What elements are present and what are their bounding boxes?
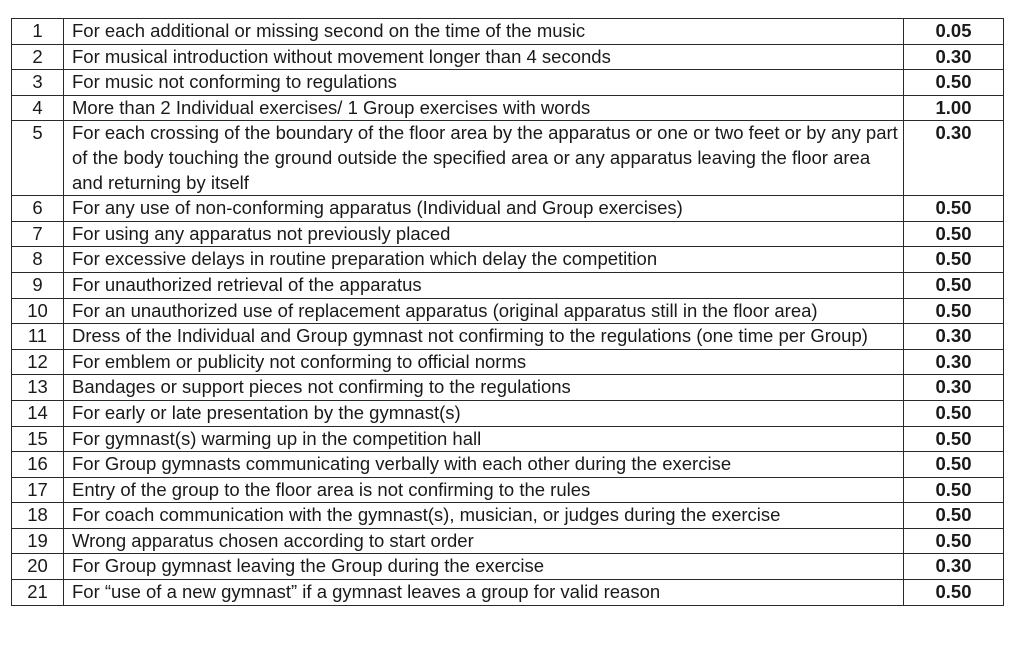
penalty-table-container bbox=[11, 18, 1003, 606]
table-row bbox=[12, 477, 1004, 503]
row-number: 17 bbox=[12, 477, 64, 503]
penalty-description: For each additional or missing second on the time of the music bbox=[64, 19, 904, 45]
table-row bbox=[12, 324, 1004, 350]
penalty-value: 0.50 bbox=[904, 221, 1004, 247]
table-row bbox=[12, 580, 1004, 606]
table-row bbox=[12, 95, 1004, 121]
penalty-table bbox=[11, 18, 1004, 606]
row-number: 1 bbox=[12, 19, 64, 45]
penalty-value: 0.50 bbox=[904, 477, 1004, 503]
row-number: 6 bbox=[12, 196, 64, 222]
penalty-value: 0.50 bbox=[904, 272, 1004, 298]
row-number: 11 bbox=[12, 324, 64, 350]
penalty-value: 0.05 bbox=[904, 19, 1004, 45]
penalty-value: 1.00 bbox=[904, 95, 1004, 121]
table-row bbox=[12, 452, 1004, 478]
penalty-value: 0.30 bbox=[904, 375, 1004, 401]
penalty-description: For Group gymnasts communicating verbally with each other during the exercise bbox=[64, 452, 904, 478]
table-row bbox=[12, 272, 1004, 298]
row-number: 13 bbox=[12, 375, 64, 401]
penalty-table-body bbox=[12, 19, 1004, 606]
row-number: 14 bbox=[12, 400, 64, 426]
table-row bbox=[12, 19, 1004, 45]
penalty-description: For “use of a new gymnast” if a gymnast leaves a group for valid reason bbox=[64, 580, 904, 606]
table-row bbox=[12, 503, 1004, 529]
table-row bbox=[12, 44, 1004, 70]
row-number: 16 bbox=[12, 452, 64, 478]
table-row bbox=[12, 121, 1004, 196]
row-number: 19 bbox=[12, 528, 64, 554]
penalty-value: 0.50 bbox=[904, 298, 1004, 324]
penalty-value: 0.30 bbox=[904, 121, 1004, 196]
table-row bbox=[12, 349, 1004, 375]
penalty-description: For using any apparatus not previously placed bbox=[64, 221, 904, 247]
row-number: 12 bbox=[12, 349, 64, 375]
penalty-description: For excessive delays in routine preparation which delay the competition bbox=[64, 247, 904, 273]
table-row bbox=[12, 400, 1004, 426]
penalty-description: For music not conforming to regulations bbox=[64, 70, 904, 96]
table-row bbox=[12, 554, 1004, 580]
penalty-value: 0.50 bbox=[904, 528, 1004, 554]
penalty-value: 0.50 bbox=[904, 196, 1004, 222]
penalty-description: For coach communication with the gymnast(s), musician, or judges during the exercise bbox=[64, 503, 904, 529]
row-number: 18 bbox=[12, 503, 64, 529]
row-number: 3 bbox=[12, 70, 64, 96]
penalty-description: Wrong apparatus chosen according to start order bbox=[64, 528, 904, 554]
penalty-value: 0.50 bbox=[904, 426, 1004, 452]
row-number: 2 bbox=[12, 44, 64, 70]
penalty-value: 0.50 bbox=[904, 247, 1004, 273]
penalty-description: For each crossing of the boundary of the floor area by the apparatus or one or two feet or by any part of the body touching the ground outside the specified area or any apparatus leaving the floor area and returning by itself bbox=[64, 121, 904, 196]
penalty-value: 0.50 bbox=[904, 400, 1004, 426]
penalty-value: 0.50 bbox=[904, 503, 1004, 529]
row-number: 21 bbox=[12, 580, 64, 606]
penalty-description: Bandages or support pieces not confirming to the regulations bbox=[64, 375, 904, 401]
penalty-value: 0.30 bbox=[904, 324, 1004, 350]
row-number: 9 bbox=[12, 272, 64, 298]
penalty-value: 0.50 bbox=[904, 580, 1004, 606]
penalty-description: Entry of the group to the floor area is not confirming to the rules bbox=[64, 477, 904, 503]
penalty-description: For unauthorized retrieval of the apparatus bbox=[64, 272, 904, 298]
table-row bbox=[12, 221, 1004, 247]
table-row bbox=[12, 298, 1004, 324]
table-row bbox=[12, 426, 1004, 452]
table-row bbox=[12, 247, 1004, 273]
penalty-value: 0.50 bbox=[904, 452, 1004, 478]
table-row bbox=[12, 70, 1004, 96]
penalty-description: More than 2 Individual exercises/ 1 Group exercises with words bbox=[64, 95, 904, 121]
row-number: 8 bbox=[12, 247, 64, 273]
penalty-value: 0.30 bbox=[904, 554, 1004, 580]
penalty-description: For gymnast(s) warming up in the competition hall bbox=[64, 426, 904, 452]
penalty-description: For musical introduction without movement longer than 4 seconds bbox=[64, 44, 904, 70]
table-row bbox=[12, 375, 1004, 401]
row-number: 5 bbox=[12, 121, 64, 196]
row-number: 4 bbox=[12, 95, 64, 121]
table-row bbox=[12, 196, 1004, 222]
row-number: 15 bbox=[12, 426, 64, 452]
row-number: 20 bbox=[12, 554, 64, 580]
penalty-value: 0.30 bbox=[904, 44, 1004, 70]
penalty-description: For any use of non-conforming apparatus (Individual and Group exercises) bbox=[64, 196, 904, 222]
penalty-value: 0.50 bbox=[904, 70, 1004, 96]
penalty-description: For Group gymnast leaving the Group during the exercise bbox=[64, 554, 904, 580]
table-row bbox=[12, 528, 1004, 554]
penalty-description: Dress of the Individual and Group gymnast not confirming to the regulations (one time per Group) bbox=[64, 324, 904, 350]
penalty-value: 0.30 bbox=[904, 349, 1004, 375]
row-number: 10 bbox=[12, 298, 64, 324]
penalty-description: For emblem or publicity not conforming to official norms bbox=[64, 349, 904, 375]
row-number: 7 bbox=[12, 221, 64, 247]
penalty-description: For early or late presentation by the gymnast(s) bbox=[64, 400, 904, 426]
penalty-description: For an unauthorized use of replacement apparatus (original apparatus still in the floor area) bbox=[64, 298, 904, 324]
